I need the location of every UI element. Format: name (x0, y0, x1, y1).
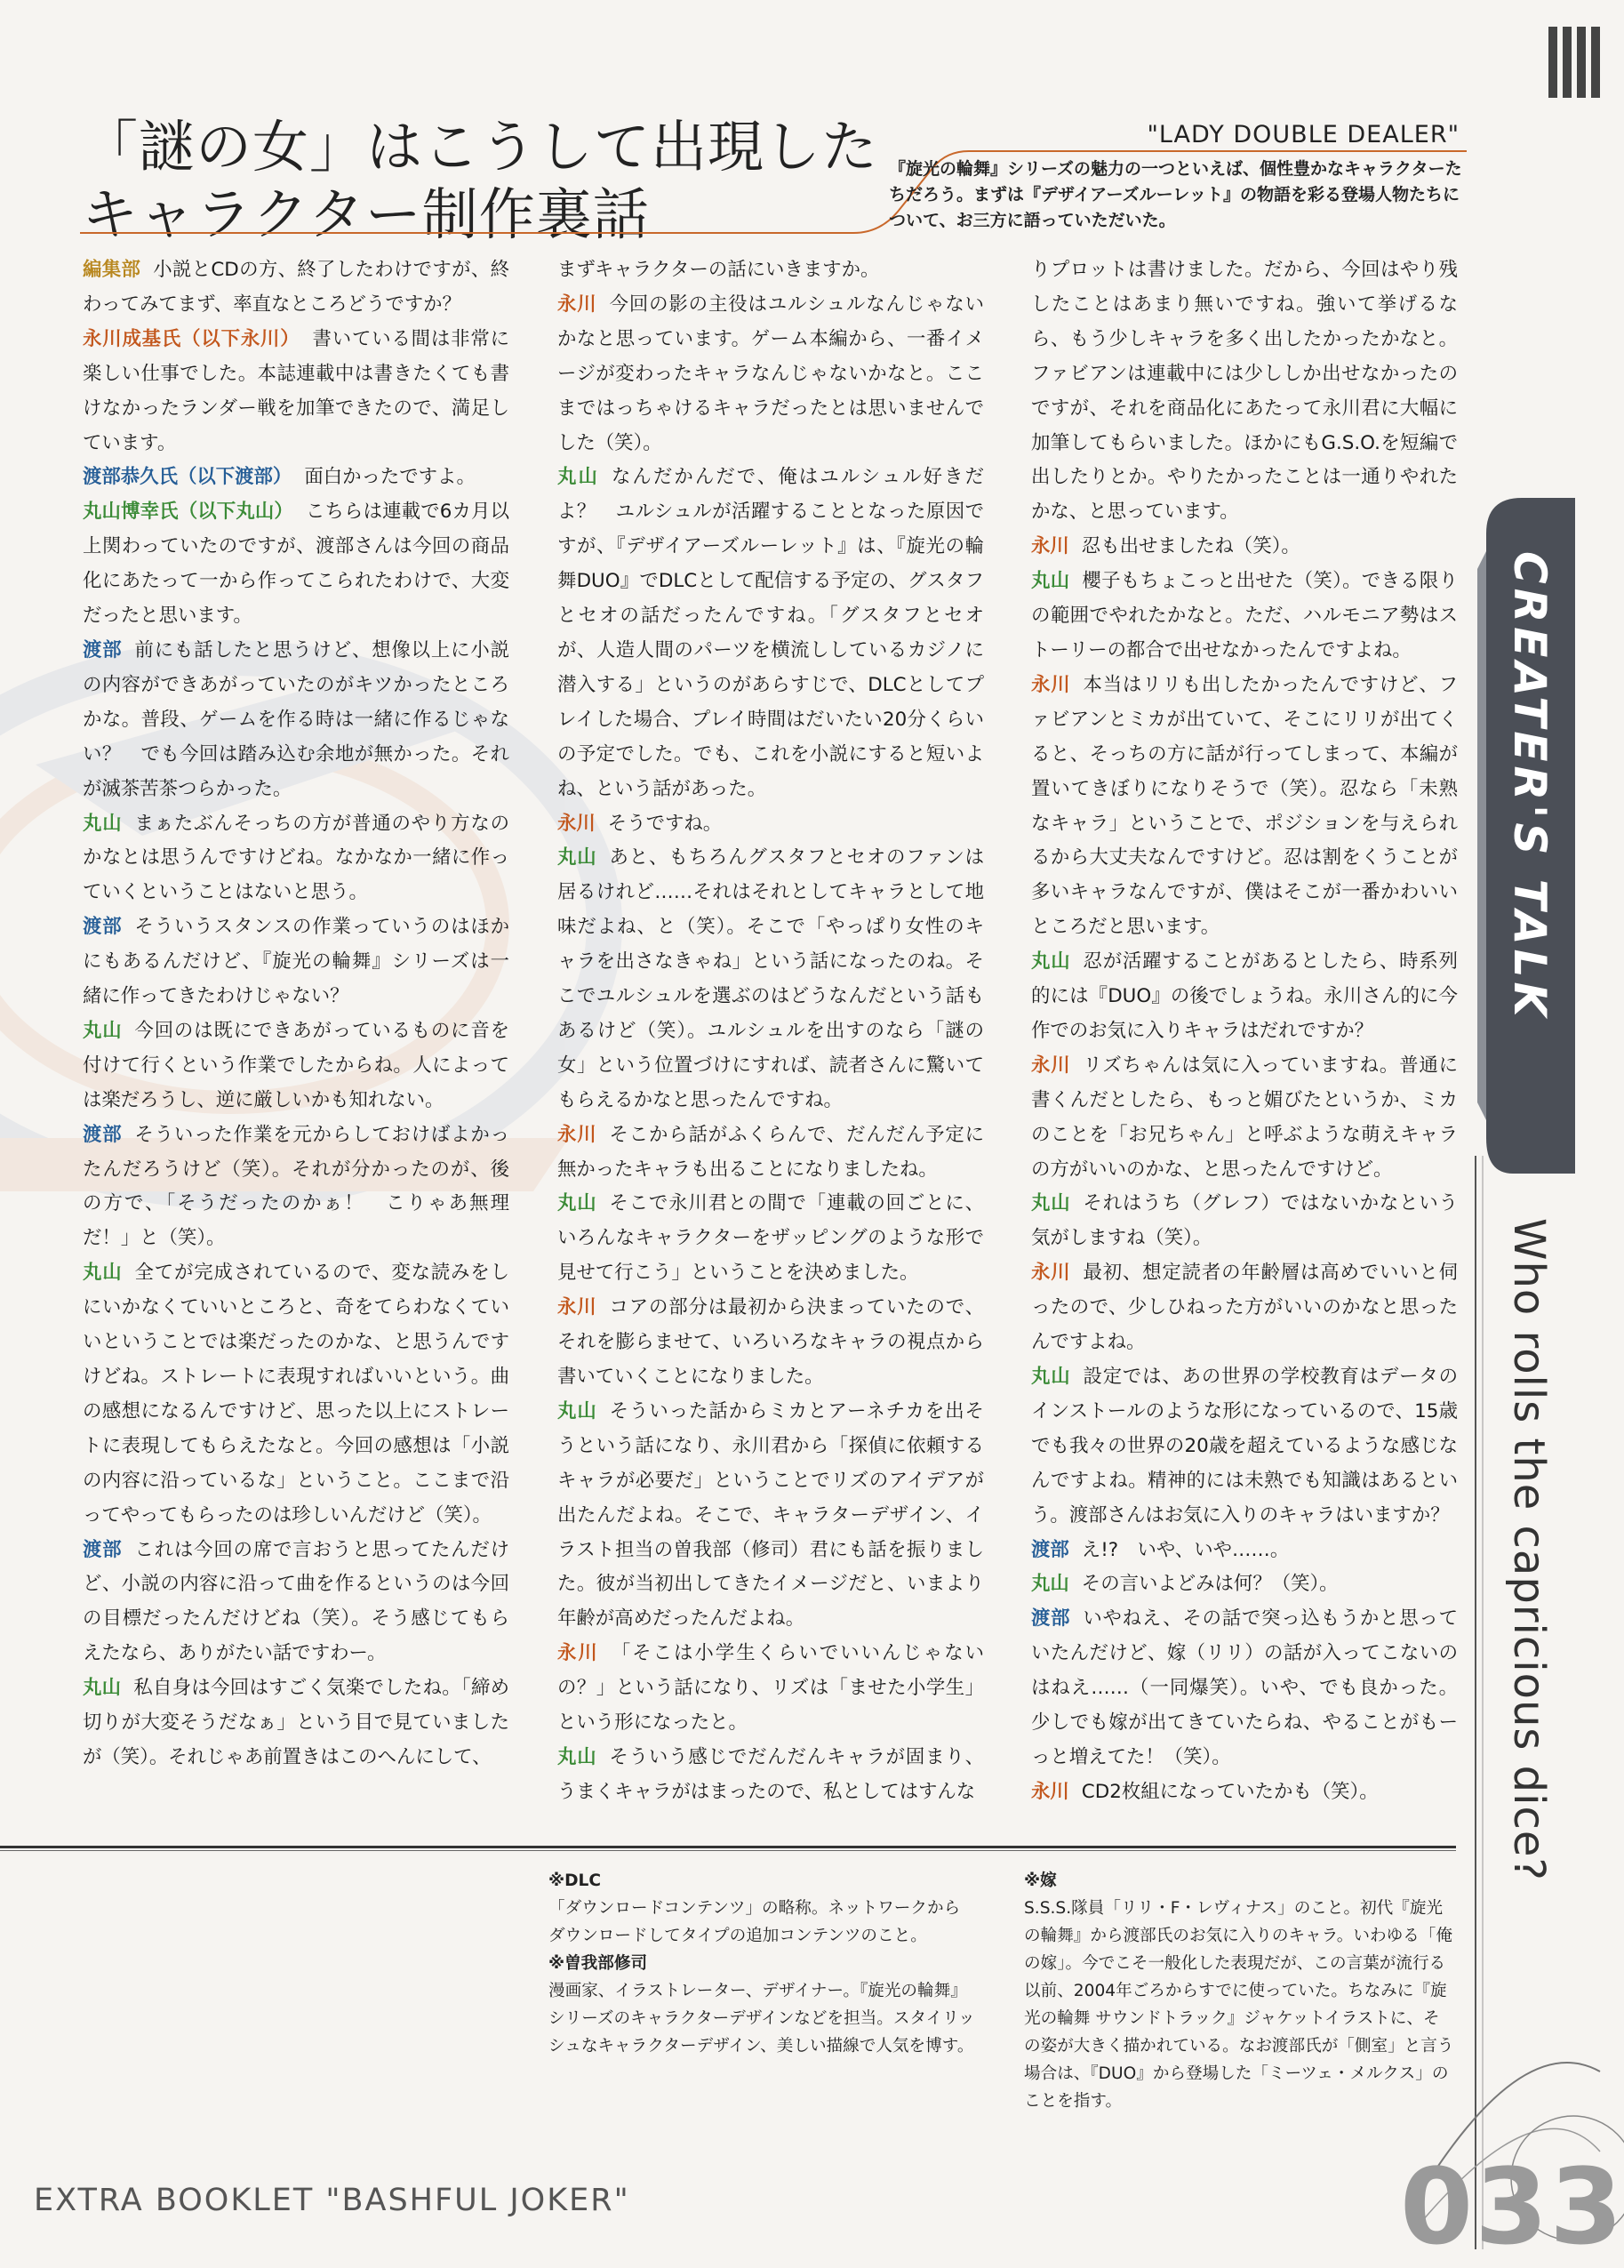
speaker-label: 丸山 (1031, 1366, 1071, 1388)
footnote-text: 「ダウンロードコンテンツ」の略称。ネットワークからダウンロードしてタイプの追加コンテンツのこと。 (548, 1899, 961, 1945)
dialogue-text: こちらは連載で6カ月以上関わっていたのですが、渡部さんは今回の商品化にあたって一から作ってこられたわけで、大変だったと思います。 (83, 501, 509, 628)
footnote-text: 漫画家、イラストレーター、デザイナー。『旋光の輪舞』シリーズのキャラクターデザインなどを担当。スタイリッシュなキャラクターデザイン、美しい描線で人気を博す。 (548, 1982, 975, 2056)
dialogue-paragraph (557, 807, 984, 842)
speaker-label: 永川 (1031, 535, 1069, 558)
speaker-label: 永川 (557, 1123, 597, 1146)
speaker-label: 永川成基氏（以下永川） (83, 327, 300, 350)
speaker-label: 丸山 (557, 1745, 597, 1768)
dialogue-text: そこから話がふくらんで、だんだん予定に無かったキャラも出ることになりましたね。 (557, 1123, 984, 1181)
speaker-label: 永川 (557, 293, 597, 316)
title-line-1: 「謎の女」はこうして出現した (82, 115, 878, 180)
speaker-label: 永川 (1031, 1780, 1069, 1803)
dialogue-text: リズちゃんは気に入っていますね。普通に書くんだとしたら、もっと媚びたというか、ミカのことを「お兄ちゃん」と呼ぶような萌えキャラの方がいいのかな、と思ったんですけど。 (1031, 1054, 1458, 1181)
speaker-label: 丸山 (1031, 570, 1070, 593)
booklet-footer: EXTRA BOOKLET "BASHFUL JOKER" (34, 2183, 630, 2218)
dialogue-paragraph (83, 1118, 509, 1257)
speaker-label: 永川 (1031, 1262, 1071, 1285)
speaker-label: 丸山 (1031, 950, 1071, 974)
article-body (0, 253, 1600, 1854)
dialogue-text: そういう感じでだんだんキャラが固まり、うまくキャラがはまったので、私としてはすんな (557, 1745, 984, 1803)
dialogue-text: コアの部分は最初から決まっていたので、それを膨らませて、いろいろなキャラの視点から書いていくことになりました。 (557, 1296, 984, 1388)
dialogue-text: 最初、想定読者の年齢層は高めでいいと伺ったので、少しひねった方がいいのかなと思ったんですよね。 (1031, 1262, 1458, 1354)
dialogue-text: それはうち（グレフ）ではないかなという気がしますね（笑）。 (1031, 1192, 1458, 1250)
dialogue-paragraph (557, 253, 984, 288)
dialogue-paragraph (1031, 1049, 1458, 1188)
dialogue-text: え!? いや、いや……。 (1081, 1538, 1290, 1561)
dialogue-paragraph (1031, 1567, 1458, 1602)
speaker-label: 丸山 (83, 1677, 122, 1700)
speaker-label: 永川 (1031, 1054, 1071, 1077)
dialogue-paragraph (557, 1395, 984, 1637)
speaker-label: 丸山 (557, 466, 599, 489)
speaker-label: 渡部 (83, 1538, 123, 1561)
dialogue-text: なんだかんだで、俺はユルシュル好きだよ？ ユルシュルが活躍することとなった原因ですが、『デザイアーズルーレット』は、『旋光の輪舞DUO』でDLCとして配信する予定の、グスタフとセオの話だったんですね。「グスタフとセオが、人造人間のパーツを横流ししているカジノに潜入する」というのがあらすじで、DLCとしてプレイした場合、プレイ時間はだいたい20分くらいの予定でした。でも、これを小説にすると短いよね、という話があった。 (557, 466, 984, 800)
dialogue-text: そういうスタンスの作業っていうのはほかにもあるんだけど、『旋光の輪舞』シリーズは一緒に作ってきたわけじゃない？ (83, 916, 509, 1008)
dialogue-text: 忍が活躍することがあるとしたら、時系列的には『DUO』の後でしょうね。永川さん的に今作でのお気に入りキャラはだれですか？ (1031, 950, 1458, 1042)
dialogue-text: あと、もちろんグスタフとセオのファンは居るけれど……それはそれとしてキャラとして地味だよね、と（笑）。そこで「やっぱり女性のキャラを出さなきゃね」という話になったのね。そこでユルシュルを選ぶのはどうなんだという話もあるけど（笑）。ユルシュルを出すのなら「謎の女」という位置づけにすれば、読者さんに驚いてもらえるかなと思ったんですね。 (557, 846, 984, 1111)
dialogue-text: 全てが完成されているので、変な読みをしにいかなくていいところと、奇をてらわなくていいということでは楽だったのかな、と思うんですけどね。ストレートに表現すればいいという。曲の感想になるんですけど、思った以上にストレートに表現してもらえたなと。今回の感想は「小説の内容に沿っているな」ということ。ここまで沿ってやってもらったのは珍しいんだけど（笑）。 (83, 1262, 509, 1527)
speaker-label: 丸山 (83, 1262, 123, 1285)
dialogue-text: 設定では、あの世界の学校教育はデータのインストールのような形になっているので、15歳でも我々の世界の20歳を超えているような感じなんですよね。精神的には未熟でも知識はあるという。渡部さんはお気に入りのキャラはいますか？ (1031, 1366, 1458, 1527)
speaker-label: 永川 (557, 812, 596, 835)
dialogue-paragraph (557, 1187, 984, 1291)
dialogue-paragraph (1031, 1187, 1458, 1256)
footnote-heading: ※DLC (548, 1871, 602, 1890)
speaker-label: 渡部恭久氏（以下渡部） (83, 466, 292, 489)
dialogue-text: そこで永川君との間で「連載の回ごとに、いろんなキャラクターをザッピングのような形で見せて行こう」ということを決めました。 (557, 1192, 984, 1285)
dialogue-paragraph (1031, 253, 1458, 530)
dialogue-text: 面白かったですよ。 (304, 466, 476, 489)
body-column-2 (557, 253, 984, 1810)
dialogue-paragraph (83, 807, 509, 911)
speaker-label: 丸山 (557, 1192, 597, 1215)
footnotes-right (1024, 1867, 1454, 2115)
dialogue-text: そういった話からミカとアーネチカを出そうという話になり、永川君から「探偵に依頼するキャラが必要だ」ということでリズのアイデアが出たんだよね。そこで、キャラターデザイン、イラスト担当の曽我部（修司）君にも話を振りました。彼が当初出してきたイメージだと、いまより年齢が高めだったんだよね。 (557, 1399, 984, 1631)
speaker-label: 永川 (1031, 673, 1071, 696)
dialogue-paragraph (83, 910, 509, 1014)
dialogue-text: その言いよどみは何？（笑）。 (1081, 1573, 1339, 1596)
dialogue-text: CD2枚組になっていたかも（笑）。 (1081, 1780, 1379, 1803)
speaker-label: 永川 (557, 1642, 599, 1665)
dialogue-text: まずキャラクターの話にいきますか。 (557, 259, 880, 281)
lead-paragraph: 『旋光の輪舞』シリーズの魅力の一つといえば、個性豊かなキャラクターたちだろう。まずは『デザイアーズルーレット』の物語を彩る登場人物たちについて、お三方に語っていただいた。 (889, 159, 1462, 230)
dialogue-paragraph (557, 1637, 984, 1741)
footnotes-left (548, 1867, 975, 2060)
speaker-label: 渡部 (83, 1123, 123, 1146)
dialogue-paragraph (83, 495, 509, 634)
dialogue-paragraph (557, 1291, 984, 1395)
dialogue-text: これは今回の席で言おうと思ってたんだけど、小説の内容に沿って曲を作るというのは今回の目標だったんだけどね（笑）。そう感じてもらえたなら、ありがたい話ですわー。 (83, 1538, 509, 1665)
dialogue-paragraph (557, 1118, 984, 1188)
dialogue-paragraph (1031, 530, 1458, 565)
speaker-label: 渡部 (83, 916, 123, 939)
dialogue-paragraph (83, 323, 509, 461)
dialogue-paragraph (1031, 1534, 1458, 1568)
dialogue-text: 今回のは既にできあがっているものに音を付けて行くという作業でしたからね。人によっては楽だろうし、逆に厳しいかも知れない。 (83, 1019, 509, 1111)
corner-barcode-decoration (1547, 27, 1600, 98)
speaker-label: 編集部 (83, 259, 141, 281)
dialogue-paragraph (83, 253, 509, 323)
dialogue-paragraph (557, 841, 984, 1118)
dialogue-text: 本当はリリも出したかったんですけど、ファビアンとミカが出ていて、そこにリリが出てくると、そっちの方に話が行ってしまって、本編が置いてきぼりになりそうで（笑）。忍なら「未熟なキャラ」ということで、ポジションを与えられるから大丈夫なんですけど。忍は割をくうことが多いキャラなんですが、僕はそこが一番かわいいところだと思います。 (1031, 673, 1458, 939)
speaker-label: 丸山 (83, 812, 123, 835)
footnote-text: S.S.S.隊員「リリ・F・レヴィナス」のこと。初代『旋光の輪舞』から渡部氏のお気に入りのキャラ。いわゆる「俺の嫁」。今でこそ一般化した表現だが、この言葉が流行る以前、2004年ごろからすでに使っていた。ちなみに『旋光の輪舞 サウンドトラック』ジャケットイラストに、その姿が大きく描かれている。なお渡部氏が「側室」と言う場合は、『DUO』から登場した「ミーツェ・メルクス」のことを指す。 (1024, 1899, 1454, 2111)
dialogue-text: 忍も出せましたね（笑）。 (1081, 535, 1300, 558)
dialogue-paragraph (83, 1256, 509, 1533)
body-column-1 (83, 253, 509, 1775)
dialogue-text: 「そこは小学生くらいでいいんじゃないの？」という話になり、リズは「ませた小学生」という形になったと。 (557, 1642, 984, 1735)
dialogue-text: 前にも話したと思うけど、想像以上に小説の内容ができあがっていたのがキツかったところかな。普段、ゲームを作る時は一緒に作るじゃない？ でも今回は踏み込む余地が無かった。それが滅茶苦茶つらかった。 (83, 638, 509, 800)
dialogue-text: そうですね。 (607, 812, 723, 835)
speaker-label: 丸山博幸氏（以下丸山） (83, 501, 293, 524)
dialogue-paragraph (1031, 945, 1458, 1049)
dialogue-paragraph (83, 1671, 509, 1775)
speaker-label: 丸山 (1031, 1573, 1069, 1596)
speaker-label: 永川 (557, 1296, 597, 1319)
speaker-label: 丸山 (557, 1399, 597, 1423)
dialogue-text: 小説とCDの方、終了したわけですが、終わってみてまず、率直なところどうですか？ (83, 259, 509, 316)
footnote-divider (0, 1846, 1456, 1848)
side-subtitle: Who rolls the capricious dice? (1504, 1218, 1554, 1881)
footnote-heading: ※曽我部修司 (548, 1954, 648, 1973)
dialogue-text: そういった作業を元からしておけばよかったんだろうけど（笑）。それが分かったのが、後の方で、「そうだったのかぁ！ こりゃあ無理だ！」と（笑）。 (83, 1123, 509, 1250)
dialogue-text: りプロットは書けました。だから、今回はやり残したことはあまり無いですね。強いて挙げるなら、もう少しキャラを多く出したかったかなと。ファビアンは連載中には少ししか出せなかったのですが、それを商品化にあたって永川君に大幅に加筆してもらいました。ほかにもG.S.O.を短編で出したりとか。やりたかったことは一通りやれたかな、と思っています。 (1031, 259, 1458, 524)
title-line-2: キャラクター制作裏話 (82, 182, 650, 247)
side-tab-label: CREATER'S TALK (1504, 551, 1556, 1022)
speaker-label: 渡部 (1031, 1538, 1069, 1561)
dialogue-text: 今回の影の主役はユルシュルなんじゃないかなと思っています。ゲーム本編から、一番イメージが変わったキャラなんじゃないかなと。ここまではっちゃけるキャラだったとは思いませんでした（笑）。 (557, 293, 984, 454)
dialogue-paragraph (1031, 1256, 1458, 1360)
dialogue-text: 櫻子もちょこっと出せた（笑）。できる限りの範囲でやれたかなと。ただ、ハルモニア勢はストーリーの都合で出せなかったんですよね。 (1031, 570, 1458, 661)
speaker-label: 丸山 (1031, 1192, 1071, 1215)
dialogue-paragraph (83, 461, 509, 495)
dialogue-paragraph (557, 461, 984, 806)
dialogue-paragraph (557, 1741, 984, 1810)
dialogue-text: 書いている間は非常に楽しい仕事でした。本誌連載中は書きたくても書けなかったランダー戦を加筆できたので、満足しています。 (83, 327, 509, 454)
page-number: 033 (1400, 2145, 1624, 2268)
dialogue-paragraph (1031, 669, 1458, 945)
dialogue-paragraph (1031, 1360, 1458, 1534)
speaker-label: 渡部 (83, 638, 123, 661)
dialogue-paragraph (557, 288, 984, 461)
footnote-heading: ※嫁 (1024, 1871, 1057, 1890)
body-column-3 (1031, 253, 1458, 1810)
speaker-label: 丸山 (83, 1019, 123, 1042)
dialogue-paragraph (1031, 1602, 1458, 1775)
dialogue-paragraph (83, 1534, 509, 1672)
dialogue-text: いやねえ、その話で突っ込もうかと思っていたんだけど、嫁（リリ）の話が入ってこないのはねえ……（一同爆笑）。いや、でも良かった。少しでも嫁が出てきていたらね、やることがもーっと増えてた！（笑）。 (1031, 1607, 1458, 1768)
dialogue-paragraph (83, 634, 509, 807)
dialogue-paragraph (1031, 1775, 1458, 1810)
dialogue-paragraph (83, 1014, 509, 1118)
english-article-title: "LADY DOUBLE DEALER" (1147, 121, 1460, 148)
dialogue-text: まぁたぶんそっちの方が普通のやり方なのかなとは思うんですけどね。なかなか一緒に作っていくということはないと思う。 (83, 812, 509, 904)
speaker-label: 丸山 (557, 846, 597, 870)
speaker-label: 渡部 (1031, 1607, 1071, 1631)
dialogue-text: 私自身は今回はすごく気楽でしたね。「締め切りが大変そうだなぁ」という目で見ていましたが（笑）。それじゃあ前置きはこのへんにして、 (83, 1677, 509, 1768)
dialogue-paragraph (1031, 565, 1458, 669)
